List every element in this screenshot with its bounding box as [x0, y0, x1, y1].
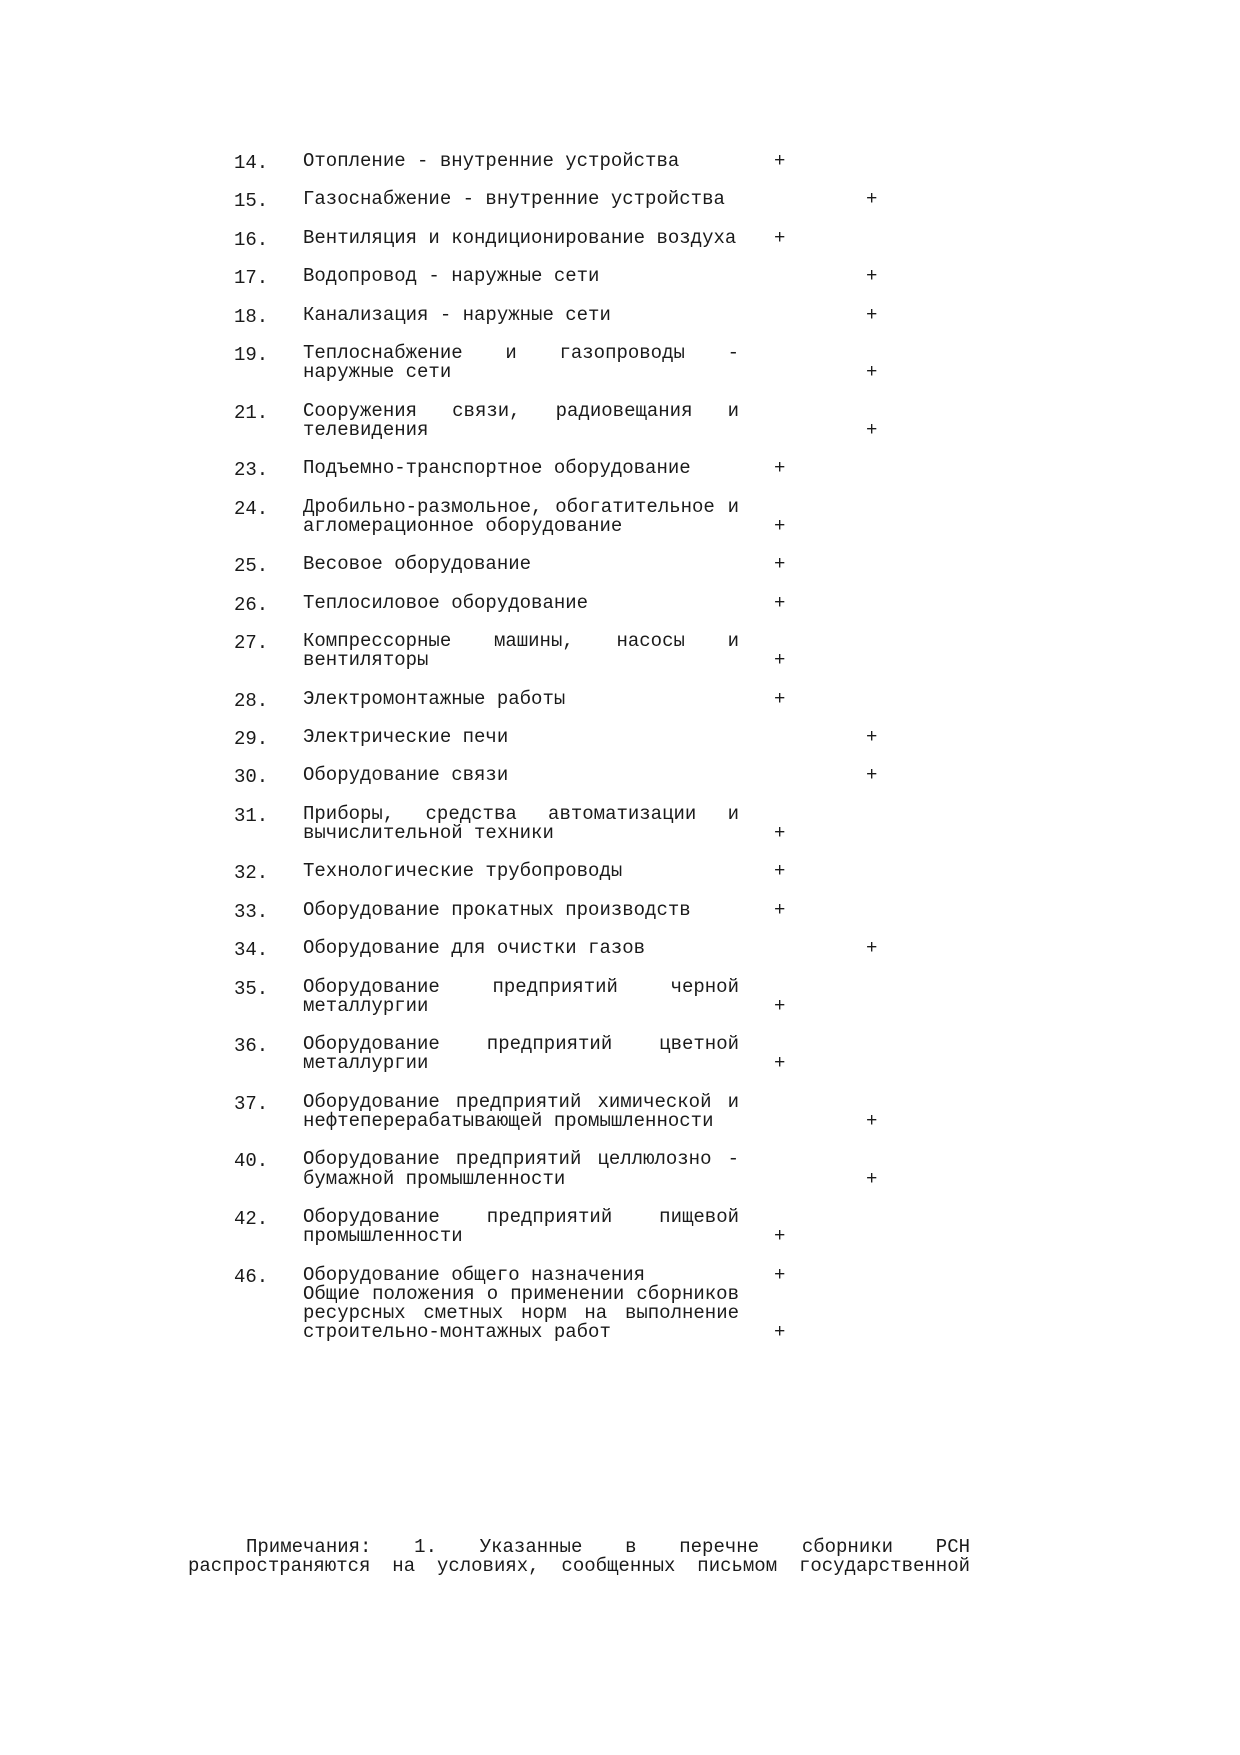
- item-title-line: Оборудование предприятий черной: [303, 975, 739, 998]
- applicability-mark: +: [866, 1167, 878, 1190]
- item-title: [303, 459, 739, 478]
- item-title-line: Оборудование предприятий цветной: [303, 1033, 739, 1056]
- item-title: [303, 862, 739, 881]
- item-title-line: промышленности: [303, 1225, 463, 1248]
- item-title-line: металлургии: [303, 994, 429, 1017]
- item-title-line: Газоснабжение - внутренние устройства: [303, 188, 725, 211]
- item-title-line: Приборы, средства автоматизации и: [303, 802, 739, 825]
- item-title-line: Оборудование для очистки газов: [303, 937, 646, 960]
- item-number: 30.: [234, 766, 269, 789]
- item-title: [303, 1208, 739, 1246]
- applicability-mark: +: [774, 591, 786, 614]
- item-title-line: агломерационное оборудование: [303, 514, 623, 537]
- applicability-mark: +: [866, 188, 878, 211]
- item-title-line: Технологические трубопроводы: [303, 860, 623, 883]
- notes-line: распространяются на условиях, сообщенных письмом государственной: [188, 1555, 970, 1578]
- item-title: [303, 190, 739, 209]
- applicability-mark: +: [774, 1263, 786, 1286]
- item-title-line: Оборудование предприятий целлюлозно -: [303, 1148, 739, 1171]
- item-number: 18.: [234, 305, 269, 328]
- applicability-mark: +: [866, 726, 878, 748]
- item-title-line: Весовое оборудование: [303, 553, 532, 576]
- item-number: 35.: [234, 977, 269, 1000]
- item-title-line: Компрессорные машины, насосы и: [303, 630, 739, 652]
- item-title: [303, 939, 739, 958]
- item-title-line: наружные сети: [303, 361, 452, 384]
- applicability-mark: +: [774, 860, 786, 883]
- item-number: 37.: [234, 1092, 269, 1115]
- applicability-mark: +: [774, 150, 786, 172]
- general-provisions-line: строительно-монтажных работ: [303, 1321, 611, 1344]
- applicability-mark: +: [774, 553, 786, 576]
- item-title: [303, 226, 739, 249]
- item-title: [303, 632, 739, 670]
- item-title: [303, 898, 739, 921]
- item-title: [303, 344, 739, 382]
- applicability-mark: +: [866, 418, 878, 441]
- item-title-line: Канализация - наружные сети: [303, 303, 611, 326]
- applicability-mark: +: [774, 514, 786, 537]
- item-number: 32.: [234, 862, 269, 885]
- item-title: [303, 555, 739, 574]
- item-title-line: Теплосиловое оборудование: [303, 591, 589, 614]
- item-title-line: бумажной промышленности: [303, 1167, 566, 1190]
- item-number: 42.: [234, 1208, 269, 1230]
- item-title: [303, 152, 739, 171]
- applicability-mark: +: [774, 821, 786, 844]
- item-number: 19.: [234, 344, 269, 366]
- item-title-line: Электрические печи: [303, 726, 509, 748]
- item-number: 40.: [234, 1150, 269, 1173]
- item-number: 14.: [234, 152, 269, 174]
- item-title: [303, 1150, 739, 1188]
- item-number: 27.: [234, 632, 269, 654]
- item-title-line: Оборудование предприятий химической и: [303, 1090, 739, 1113]
- item-title-line: Вентиляция и кондиционирование воздуха: [303, 226, 737, 249]
- applicability-mark: +: [774, 1052, 786, 1075]
- item-title: [303, 1263, 739, 1286]
- item-title: [303, 728, 739, 747]
- item-number: 46.: [234, 1265, 269, 1288]
- notes-paragraph: [188, 1538, 970, 1576]
- item-title: [303, 267, 739, 286]
- item-number: 29.: [234, 728, 269, 750]
- item-title-line: Подъемно-транспортное оборудование: [303, 457, 691, 480]
- item-title-line: металлургии: [303, 1052, 429, 1075]
- item-title-line: Оборудование общего назначения: [303, 1263, 646, 1286]
- general-provisions-line: ресурсных сметных норм на выполнение: [303, 1301, 739, 1324]
- item-title-line: Оборудование предприятий пищевой: [303, 1206, 739, 1228]
- applicability-mark: +: [866, 303, 878, 326]
- item-title: [303, 1090, 739, 1132]
- item-title: [303, 975, 739, 1017]
- applicability-mark: +: [774, 649, 786, 672]
- item-title-line: вентиляторы: [303, 649, 429, 672]
- item-number: 31.: [234, 804, 269, 827]
- item-number: 17.: [234, 267, 269, 290]
- item-number: 25.: [234, 555, 269, 578]
- applicability-mark: +: [866, 937, 878, 960]
- general-provisions-title: [303, 1282, 739, 1344]
- applicability-mark: +: [774, 898, 786, 921]
- item-number: 15.: [234, 190, 269, 213]
- applicability-mark: +: [866, 265, 878, 288]
- applicability-mark: +: [774, 1225, 786, 1248]
- item-title-line: Дробильно-размольное, обогатительное и: [303, 495, 739, 518]
- item-number: 16.: [234, 228, 269, 251]
- item-number: 26.: [234, 593, 269, 616]
- item-title: [303, 766, 739, 785]
- item-title: [303, 303, 739, 326]
- applicability-mark: +: [774, 457, 786, 480]
- item-number: 21.: [234, 401, 269, 424]
- item-title: [303, 591, 739, 614]
- item-number: 24.: [234, 497, 269, 520]
- applicability-mark: +: [774, 226, 786, 249]
- item-number: 28.: [234, 689, 269, 712]
- item-title-line: Отопление - внутренние устройства: [303, 150, 680, 172]
- notes-line: Примечания: 1. Указанные в перечне сборники РСН: [246, 1536, 970, 1558]
- applicability-mark: +: [866, 1109, 878, 1132]
- item-title-line: Теплоснабжение и газопроводы -: [303, 342, 739, 364]
- item-title-line: Электромонтажные работы: [303, 687, 566, 710]
- item-number: 33.: [234, 900, 269, 923]
- item-title: [303, 495, 739, 537]
- applicability-mark: +: [866, 764, 878, 787]
- item-title-line: вычислительной техники: [303, 821, 554, 844]
- item-title-line: нефтеперерабатывающей промышленности: [303, 1109, 714, 1132]
- item-title: [303, 1035, 739, 1073]
- item-title-line: Оборудование связи: [303, 764, 509, 787]
- item-title-line: Водопровод - наружные сети: [303, 265, 600, 288]
- applicability-mark: +: [866, 361, 878, 384]
- general-provisions-line: Общие положения о применении сборников: [303, 1282, 739, 1305]
- item-title: [303, 802, 739, 844]
- applicability-mark: +: [774, 994, 786, 1017]
- item-title-line: Сооружения связи, радиовещания и: [303, 399, 739, 422]
- applicability-mark: +: [774, 687, 786, 710]
- item-title: [303, 687, 739, 710]
- item-number: 23.: [234, 459, 269, 482]
- item-title: [303, 399, 739, 441]
- item-number: 34.: [234, 939, 269, 962]
- item-number: 36.: [234, 1035, 269, 1058]
- item-title-line: Оборудование прокатных производств: [303, 898, 691, 921]
- item-title-line: телевидения: [303, 418, 429, 441]
- applicability-mark: +: [774, 1321, 786, 1344]
